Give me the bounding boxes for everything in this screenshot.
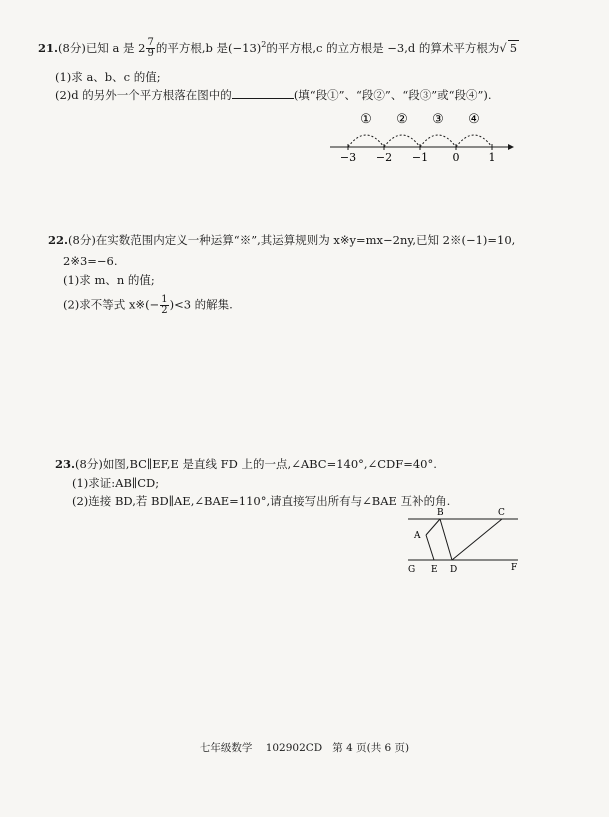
segment-1-arc (348, 135, 384, 147)
tick-label: −3 (339, 151, 357, 164)
point-label-c: C (498, 508, 505, 518)
footer-page: 第 4 页(共 6 页) (332, 742, 410, 754)
q21-part2-b: (填“段①”、“段②”、“段③”或“段④”). (293, 88, 492, 102)
q21-part1: (1)求 a、b、c 的值; (55, 70, 161, 84)
q23-part1: (1)求证:AB∥CD; (72, 476, 160, 490)
q21-answer-blank[interactable] (232, 88, 294, 99)
segment-3-arc (420, 135, 456, 147)
q22-frac-num: 1 (161, 294, 168, 305)
segment-label-2: ② (396, 112, 408, 127)
tick-label: −2 (375, 151, 393, 164)
page-footer (0, 740, 609, 755)
q22-stem-line1 (48, 233, 515, 247)
q22-fraction (160, 295, 168, 316)
q23-score: (8分) (75, 457, 103, 471)
q21-part2 (55, 88, 491, 102)
q21-stem-b: 的平方根,b 是(−13) (155, 40, 262, 55)
arrow-icon (508, 144, 514, 150)
q22-part2-b: )<3 的解集. (169, 297, 233, 312)
q21-exponent: 2 (261, 40, 267, 49)
q22-line1: 在实数范围内定义一种运算“※”,其运算规则为 x※y=mx−2ny,已知 2※(−1)=10, (95, 233, 516, 247)
segment-label-3: ③ (432, 112, 444, 127)
point-label-g: G (408, 565, 416, 575)
point-label-e: E (431, 565, 438, 575)
segment-label-4: ④ (468, 112, 480, 127)
point-label-f: F (511, 563, 518, 573)
q23-stem (55, 457, 437, 471)
q22-stem-line2: 2※3=−6. (63, 254, 118, 268)
segment-label-1: ① (360, 112, 372, 127)
q22-part2 (63, 295, 233, 316)
q21-stem-a: 已知 a 是 (85, 40, 139, 55)
segment-ab (426, 519, 440, 535)
q22-number: 22. (48, 233, 69, 247)
q22-score: (8分) (68, 233, 96, 247)
q21-stem (38, 38, 519, 59)
point-label-d: D (450, 565, 458, 575)
q22-frac-den: 2 (161, 305, 168, 316)
segment-4-arc (456, 135, 492, 147)
point-label-a: A (414, 531, 421, 541)
q21-mixed-whole: 2 (138, 40, 146, 55)
q21-stem-c: 的平方根,c 的立方根是 −3,d 的算术平方根为 (266, 40, 500, 55)
q23-stem-text: 如图,BC∥EF,E 是直线 FD 上的一点,∠ABC=140°,∠CDF=40°. (102, 457, 437, 471)
tick-label: 1 (488, 151, 496, 164)
q21-score: (8分) (58, 40, 86, 55)
q22-part2-a: (2)求不等式 x※(− (63, 297, 160, 312)
q23-number: 23. (55, 457, 76, 471)
segment-ae (426, 535, 434, 560)
q21-part2-a: (2)d 的另外一个平方根落在图中的 (55, 88, 232, 102)
point-label-b: B (437, 508, 444, 518)
q21-number-line (320, 103, 520, 165)
q21-fraction (146, 38, 154, 59)
footer-code: 102902CD (265, 742, 323, 754)
q22-part1: (1)求 m、n 的值; (63, 273, 155, 287)
segment-bd (440, 519, 452, 560)
q21-frac-num: 7 (147, 37, 154, 49)
tick-label: −1 (411, 151, 429, 164)
tick-label: 0 (452, 151, 460, 164)
segment-cd (452, 519, 502, 560)
q21-sqrt-value: 5 (509, 40, 518, 55)
footer-subject: 七年级数学 (199, 742, 253, 754)
q21-sqrt-sign: √ (499, 40, 507, 55)
q23-geometry-figure (400, 505, 530, 577)
segment-2-arc (384, 135, 420, 147)
q21-frac-den: 9 (147, 48, 154, 60)
q23-part2: (2)连接 BD,若 BD∥AE,∠BAE=110°,请直接写出所有与∠BAE 互补的角. (72, 494, 451, 508)
q21-number: 21. (38, 40, 59, 55)
